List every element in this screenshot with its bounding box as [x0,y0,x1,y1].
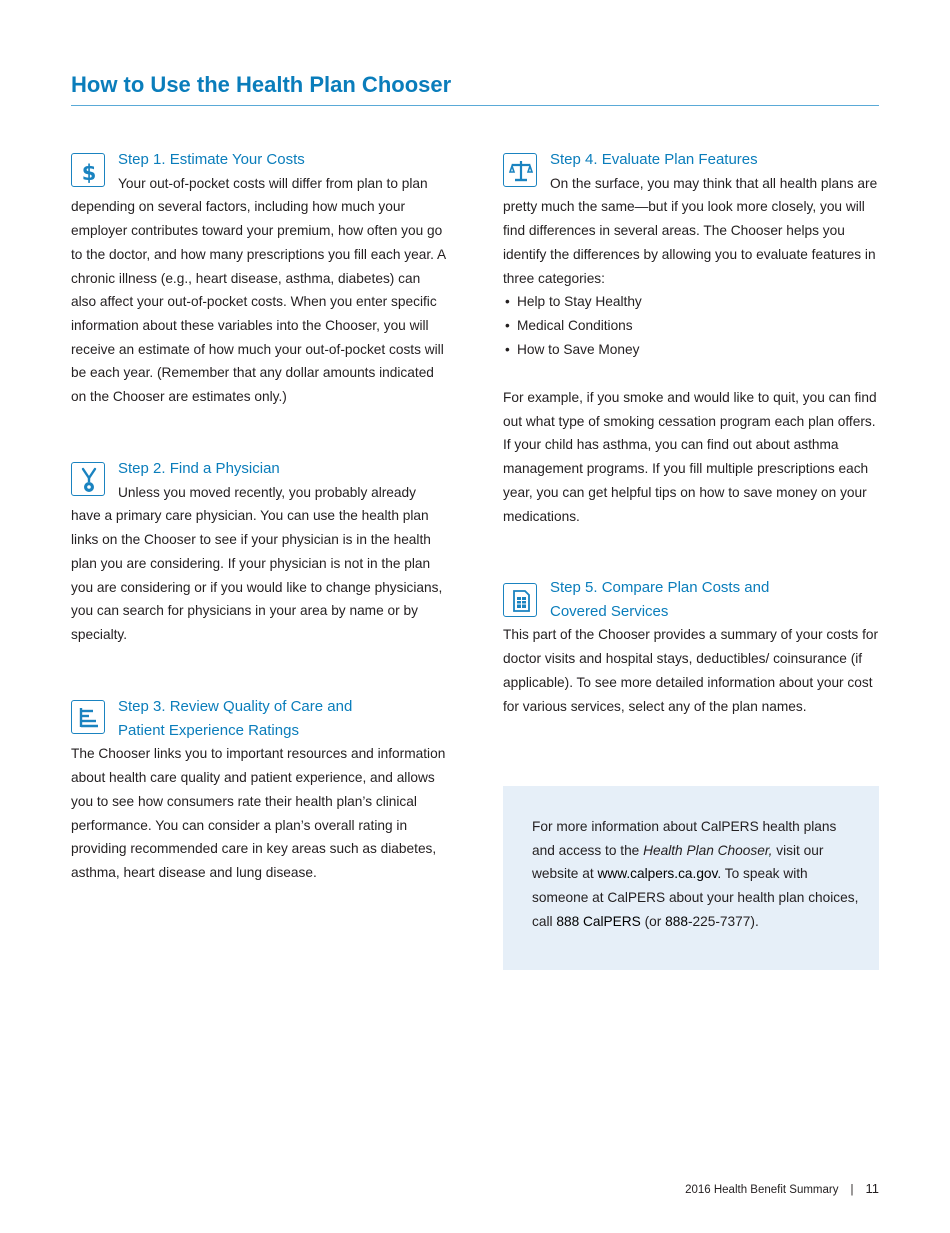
step-1-title: Step 1. Estimate Your Costs [118,151,305,168]
step-4-title: Step 4. Evaluate Plan Features [550,151,758,168]
page-number: 11 [865,1181,879,1196]
document-icon [503,583,537,617]
step-5-section [503,576,881,718]
step-1-body-first: Your out-of-pocket costs will differ from plan to plan [118,175,428,191]
step-2-title: Step 2. Find a Physician [118,460,280,477]
step-5-body: This part of the Chooser provides a summary of your costs for doctor visits and hospital stays, deductibles/ coinsurance (if applicable). To see more detailed information about your cost for various services, select any of the plan names. [503,627,879,714]
step-2-body [71,481,449,647]
info-text-part: (or [640,913,666,929]
step-4-body [503,172,881,291]
list-item: • Medical Conditions [503,314,881,338]
footer-doc-title: 2016 Health Benefit Summary [685,1184,839,1196]
step-3-section [71,695,449,885]
step-2-body-rest: have a primary care physician. You can use the health plan links on the Chooser to see if your physician is in the health plan you are considering. If your physician is not in the plan you are considering or if you would like to change physicians, you can search for physicians in your area by name or by specialty. [71,508,443,642]
svg-text:$: $ [81,161,97,185]
step-5-title [550,576,881,623]
step-1-section [71,148,449,409]
step-1-body-rest: depending on several factors, including how much your employer contributes toward your premium, how often you go to the doctor, and how many prescriptions you fill each year. A chronic illness (e.g., heart disease, asthma, diabetes) can also affect your out-of-pocket costs. When you enter specific information about these variables into the Chooser, you will receive an estimate of how much your out-of-pocket costs will be each year. (Remember that any dollar amounts indicated on the Chooser are estimates only.) [71,199,446,405]
step-4-body-rest: plans are pretty much the same—but if you look more closely, you will find differences in several areas. The Chooser helps you identify the differences by allowing you to evaluate features in three categories: [503,175,878,286]
step-2-body-first: Unless you moved recently, you probably already [118,484,416,500]
dollar-icon [71,153,105,187]
chooser-name: Health Plan Chooser, [643,842,773,858]
info-text [532,815,862,934]
step-3-body: The Chooser links you to important resources and information about health care quality and patient experience, and allows you to see how consumers rate their health plan’s clinical performance. You can consider a plan’s overall rating in providing recommended care in key areas such as diabetes, asthma, heart disease and lung disease. [71,746,446,880]
feature-category-list [503,290,881,361]
step-4-section [503,148,881,361]
phone-prefix: 888 [665,913,688,929]
step-2-section [71,457,449,647]
phone-name: 888 CalPERS [556,913,641,929]
info-text-part: -225-7377). [687,913,759,929]
website-link[interactable]: www.calpers.ca.gov [597,866,718,882]
step-3-title-line2: Patient Experience Ratings [118,721,299,739]
scale-icon [503,153,537,187]
info-text-part: For more information about CalPERS health plans and access to the [532,819,837,858]
page-title: How to Use the Health Plan Chooser [71,72,452,97]
list-item: • How to Save Money [503,338,881,362]
title-divider [71,105,879,106]
step-5-title-line2: Covered Services [550,602,669,620]
list-item: • Help to Stay Healthy [503,290,881,314]
step-3-title [118,695,449,742]
stethoscope-icon [71,462,105,496]
step-1-body [71,172,449,409]
step-5-title-line1: Step 5. Compare Plan Costs and [550,579,770,596]
page-footer [685,1181,879,1196]
info-text-part: visit our website at [532,842,824,882]
info-callout-box [503,786,879,970]
step-4-example: For example, if you smoke and would like to quit, you can find out what type of smoking cessation program each plan offers. If your child has asthma, you can find out about asthma management programs. If you fill multiple prescriptions each year, you can get helpful tips on how to save money on your medications. [503,390,877,524]
bar-chart-icon [71,700,105,734]
step-3-title-line1: Step 3. Review Quality of Care and [118,698,353,715]
footer-separator: | [850,1184,854,1196]
info-text-part: . To speak with someone at CalPERS about your health plan choices, call [532,866,859,929]
step-4-body-first: On the surface, you may think that all health [550,175,818,191]
